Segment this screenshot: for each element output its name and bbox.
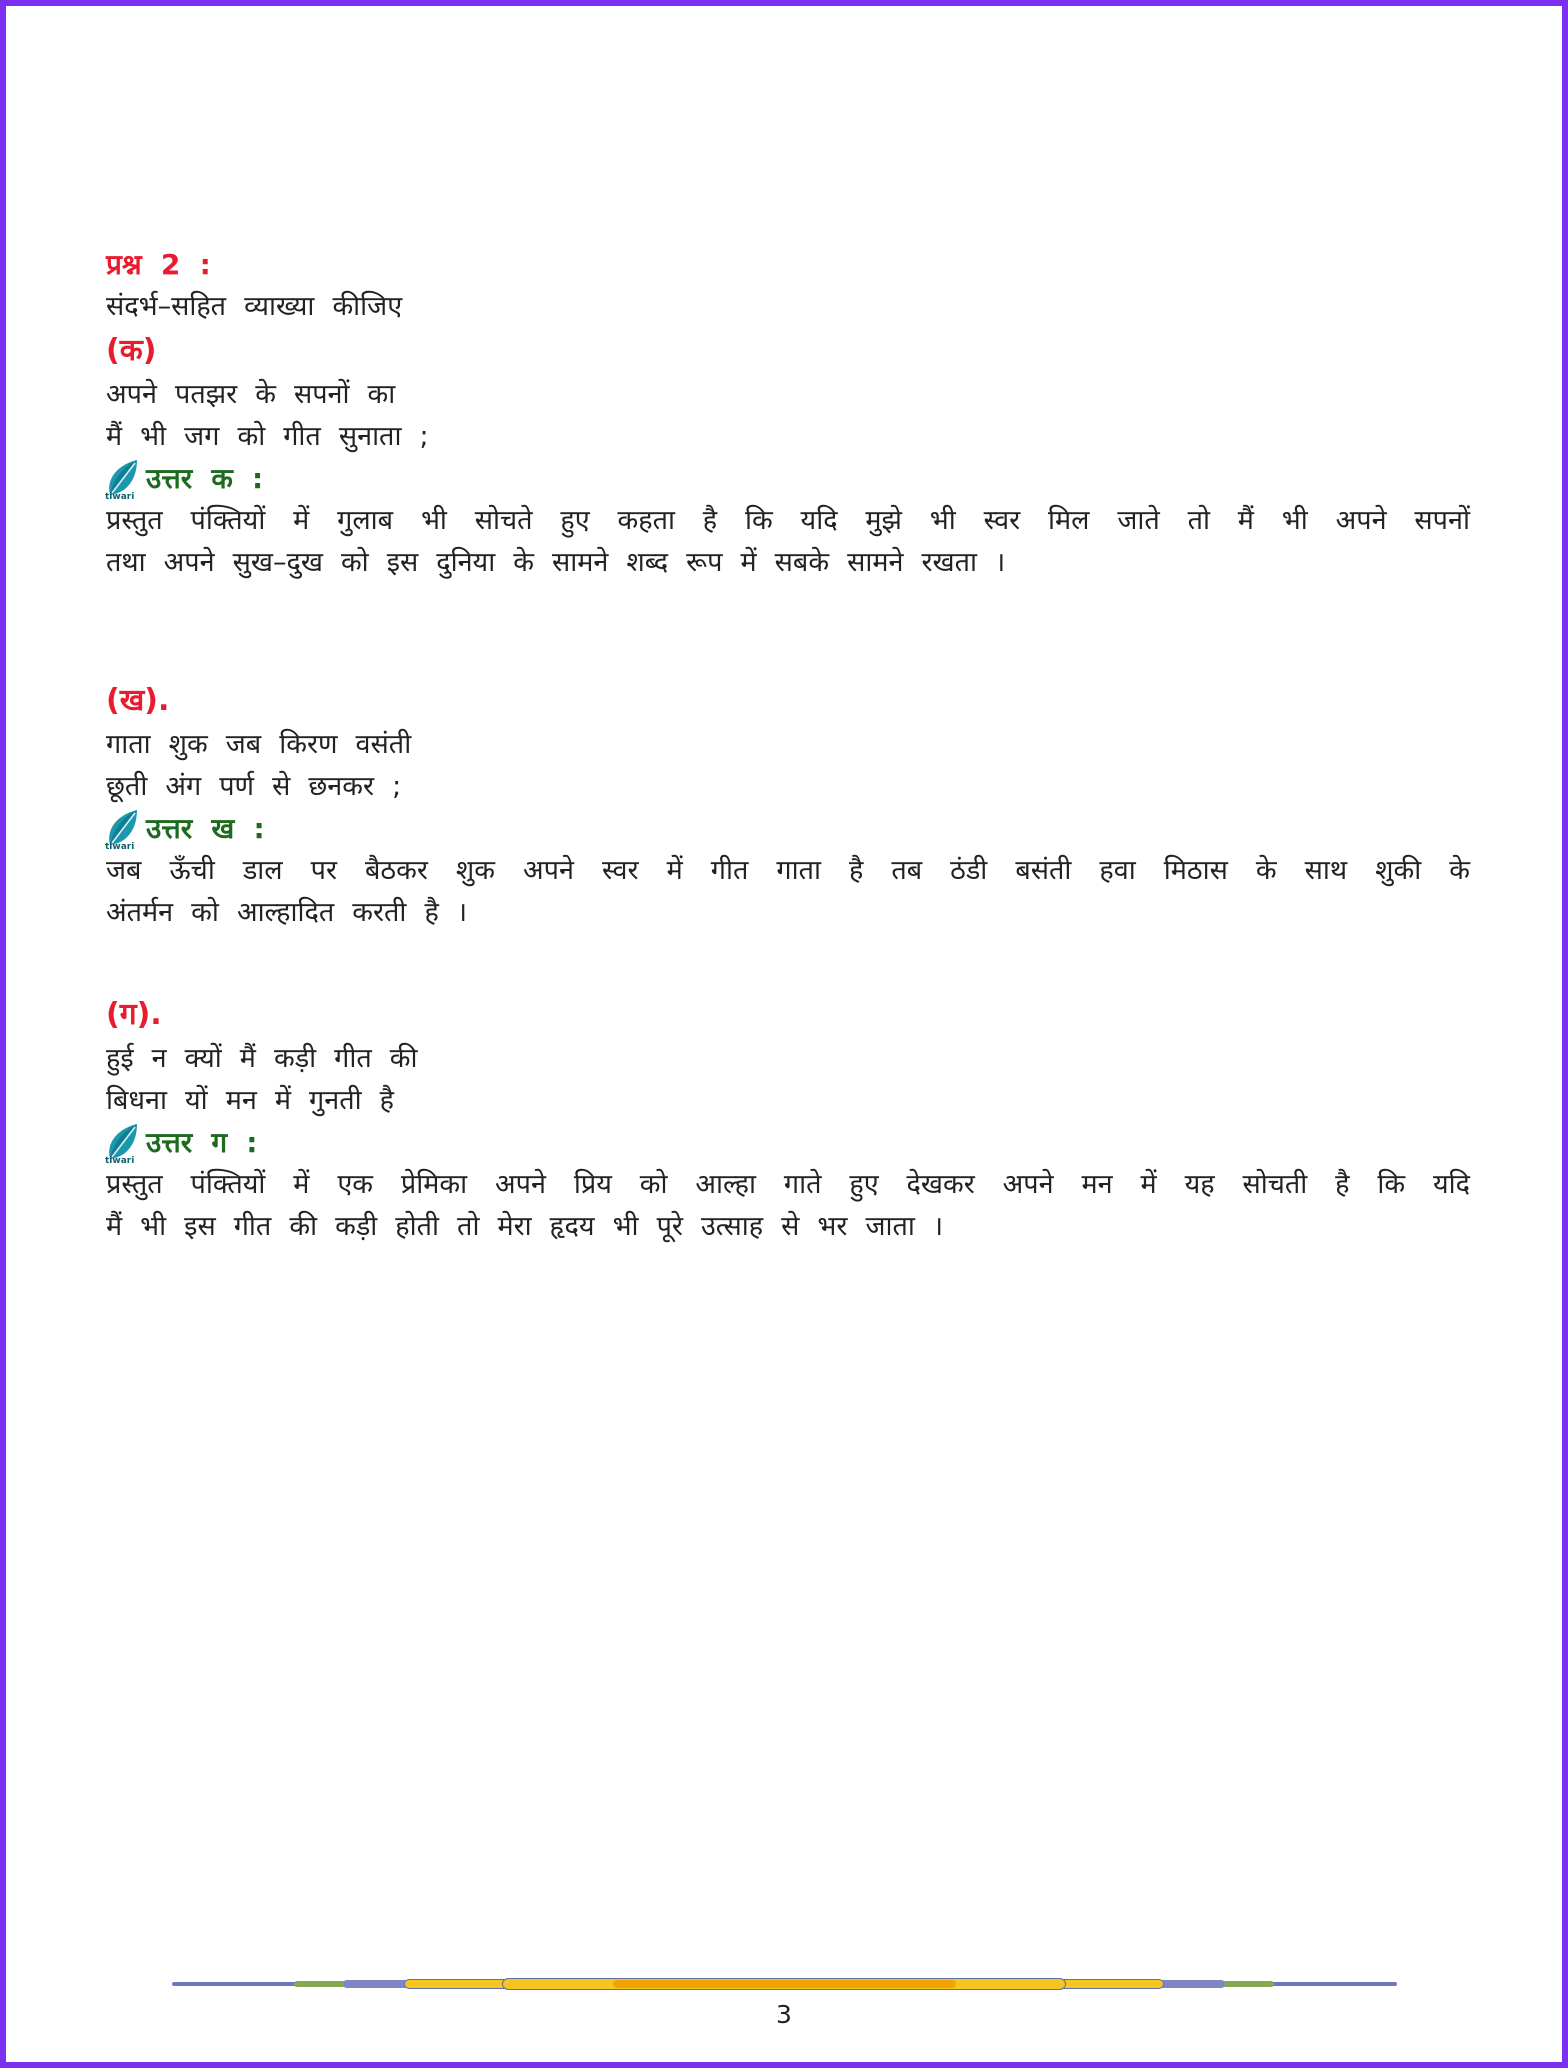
tiwari-leaf-logo-icon bbox=[104, 1122, 142, 1164]
verse-line: बिधना यों मन में गुनती है bbox=[106, 1085, 394, 1116]
verse-line: हुई न क्यों मैं कड़ी गीत की bbox=[106, 1043, 418, 1074]
verse-line: गाता शुक जब किरण वसंती bbox=[106, 729, 412, 760]
answer-heading-ga bbox=[106, 1122, 1470, 1164]
question-heading: प्रश्न 2 : bbox=[106, 248, 211, 281]
answer-line: जब ऊँची डाल पर बैठकर शुक अपने स्वर में गीत गाता है तब ठंडी बसंती हवा मिठास के साथ शुकी के bbox=[106, 855, 1470, 886]
svg-text:tiwari: tiwari bbox=[105, 1156, 135, 1164]
svg-text:tiwari: tiwari bbox=[105, 492, 135, 500]
page-footer bbox=[6, 1976, 1562, 2030]
question-part-kha bbox=[106, 678, 1470, 934]
answer-heading-ka bbox=[106, 458, 1470, 500]
question-part-ka bbox=[106, 328, 1470, 584]
question-subtitle: संदर्भ–सहित व्याख्या कीजिए bbox=[106, 291, 403, 322]
divider-orange-core bbox=[613, 1980, 956, 1988]
answer-line: मैं भी इस गीत की कड़ी होती तो मेरा हृदय भी पूरे उत्साह से भर जाता । bbox=[106, 1211, 944, 1242]
verse-line: छूती अंग पर्ण से छनकर ; bbox=[106, 771, 402, 802]
answer-line: अंतर्मन को आल्हादित करती है । bbox=[106, 897, 468, 928]
answer-heading-label: उत्तर ग : bbox=[146, 1126, 258, 1159]
page-content bbox=[6, 6, 1562, 1248]
part-label-ka: (क) bbox=[106, 333, 157, 368]
answer-heading-label: उत्तर ख : bbox=[146, 812, 265, 845]
part-label-kha: (ख). bbox=[106, 683, 170, 718]
verse-line: अपने पतझर के सपनों का bbox=[106, 379, 396, 410]
tiwari-leaf-logo-icon bbox=[104, 808, 142, 850]
verse-line: मैं भी जग को गीत सुनाता ; bbox=[106, 421, 429, 452]
answer-line: तथा अपने सुख–दुख को इस दुनिया के सामने शब्द रूप में सबके सामने रखता । bbox=[106, 547, 1006, 578]
question-part-ga bbox=[106, 992, 1470, 1248]
answer-line: प्रस्तुत पंक्तियों में एक प्रेमिका अपने प्रिय को आल्हा गाते हुए देखकर अपने मन में यह सोचती है कि यदि bbox=[106, 1169, 1470, 1200]
tiwari-leaf-logo-icon bbox=[104, 458, 142, 500]
answer-line: प्रस्तुत पंक्तियों में गुलाब भी सोचते हुए कहता है कि यदि मुझे भी स्वर मिल जाते तो मैं भी अपने सपनों bbox=[106, 505, 1470, 536]
answer-heading-label: उत्तर क : bbox=[146, 462, 264, 495]
part-label-ga: (ग). bbox=[106, 997, 162, 1032]
page-number: 3 bbox=[776, 2000, 792, 2029]
decorative-divider bbox=[172, 1976, 1397, 1992]
svg-text:tiwari: tiwari bbox=[105, 842, 135, 850]
answer-heading-kha bbox=[106, 808, 1470, 850]
